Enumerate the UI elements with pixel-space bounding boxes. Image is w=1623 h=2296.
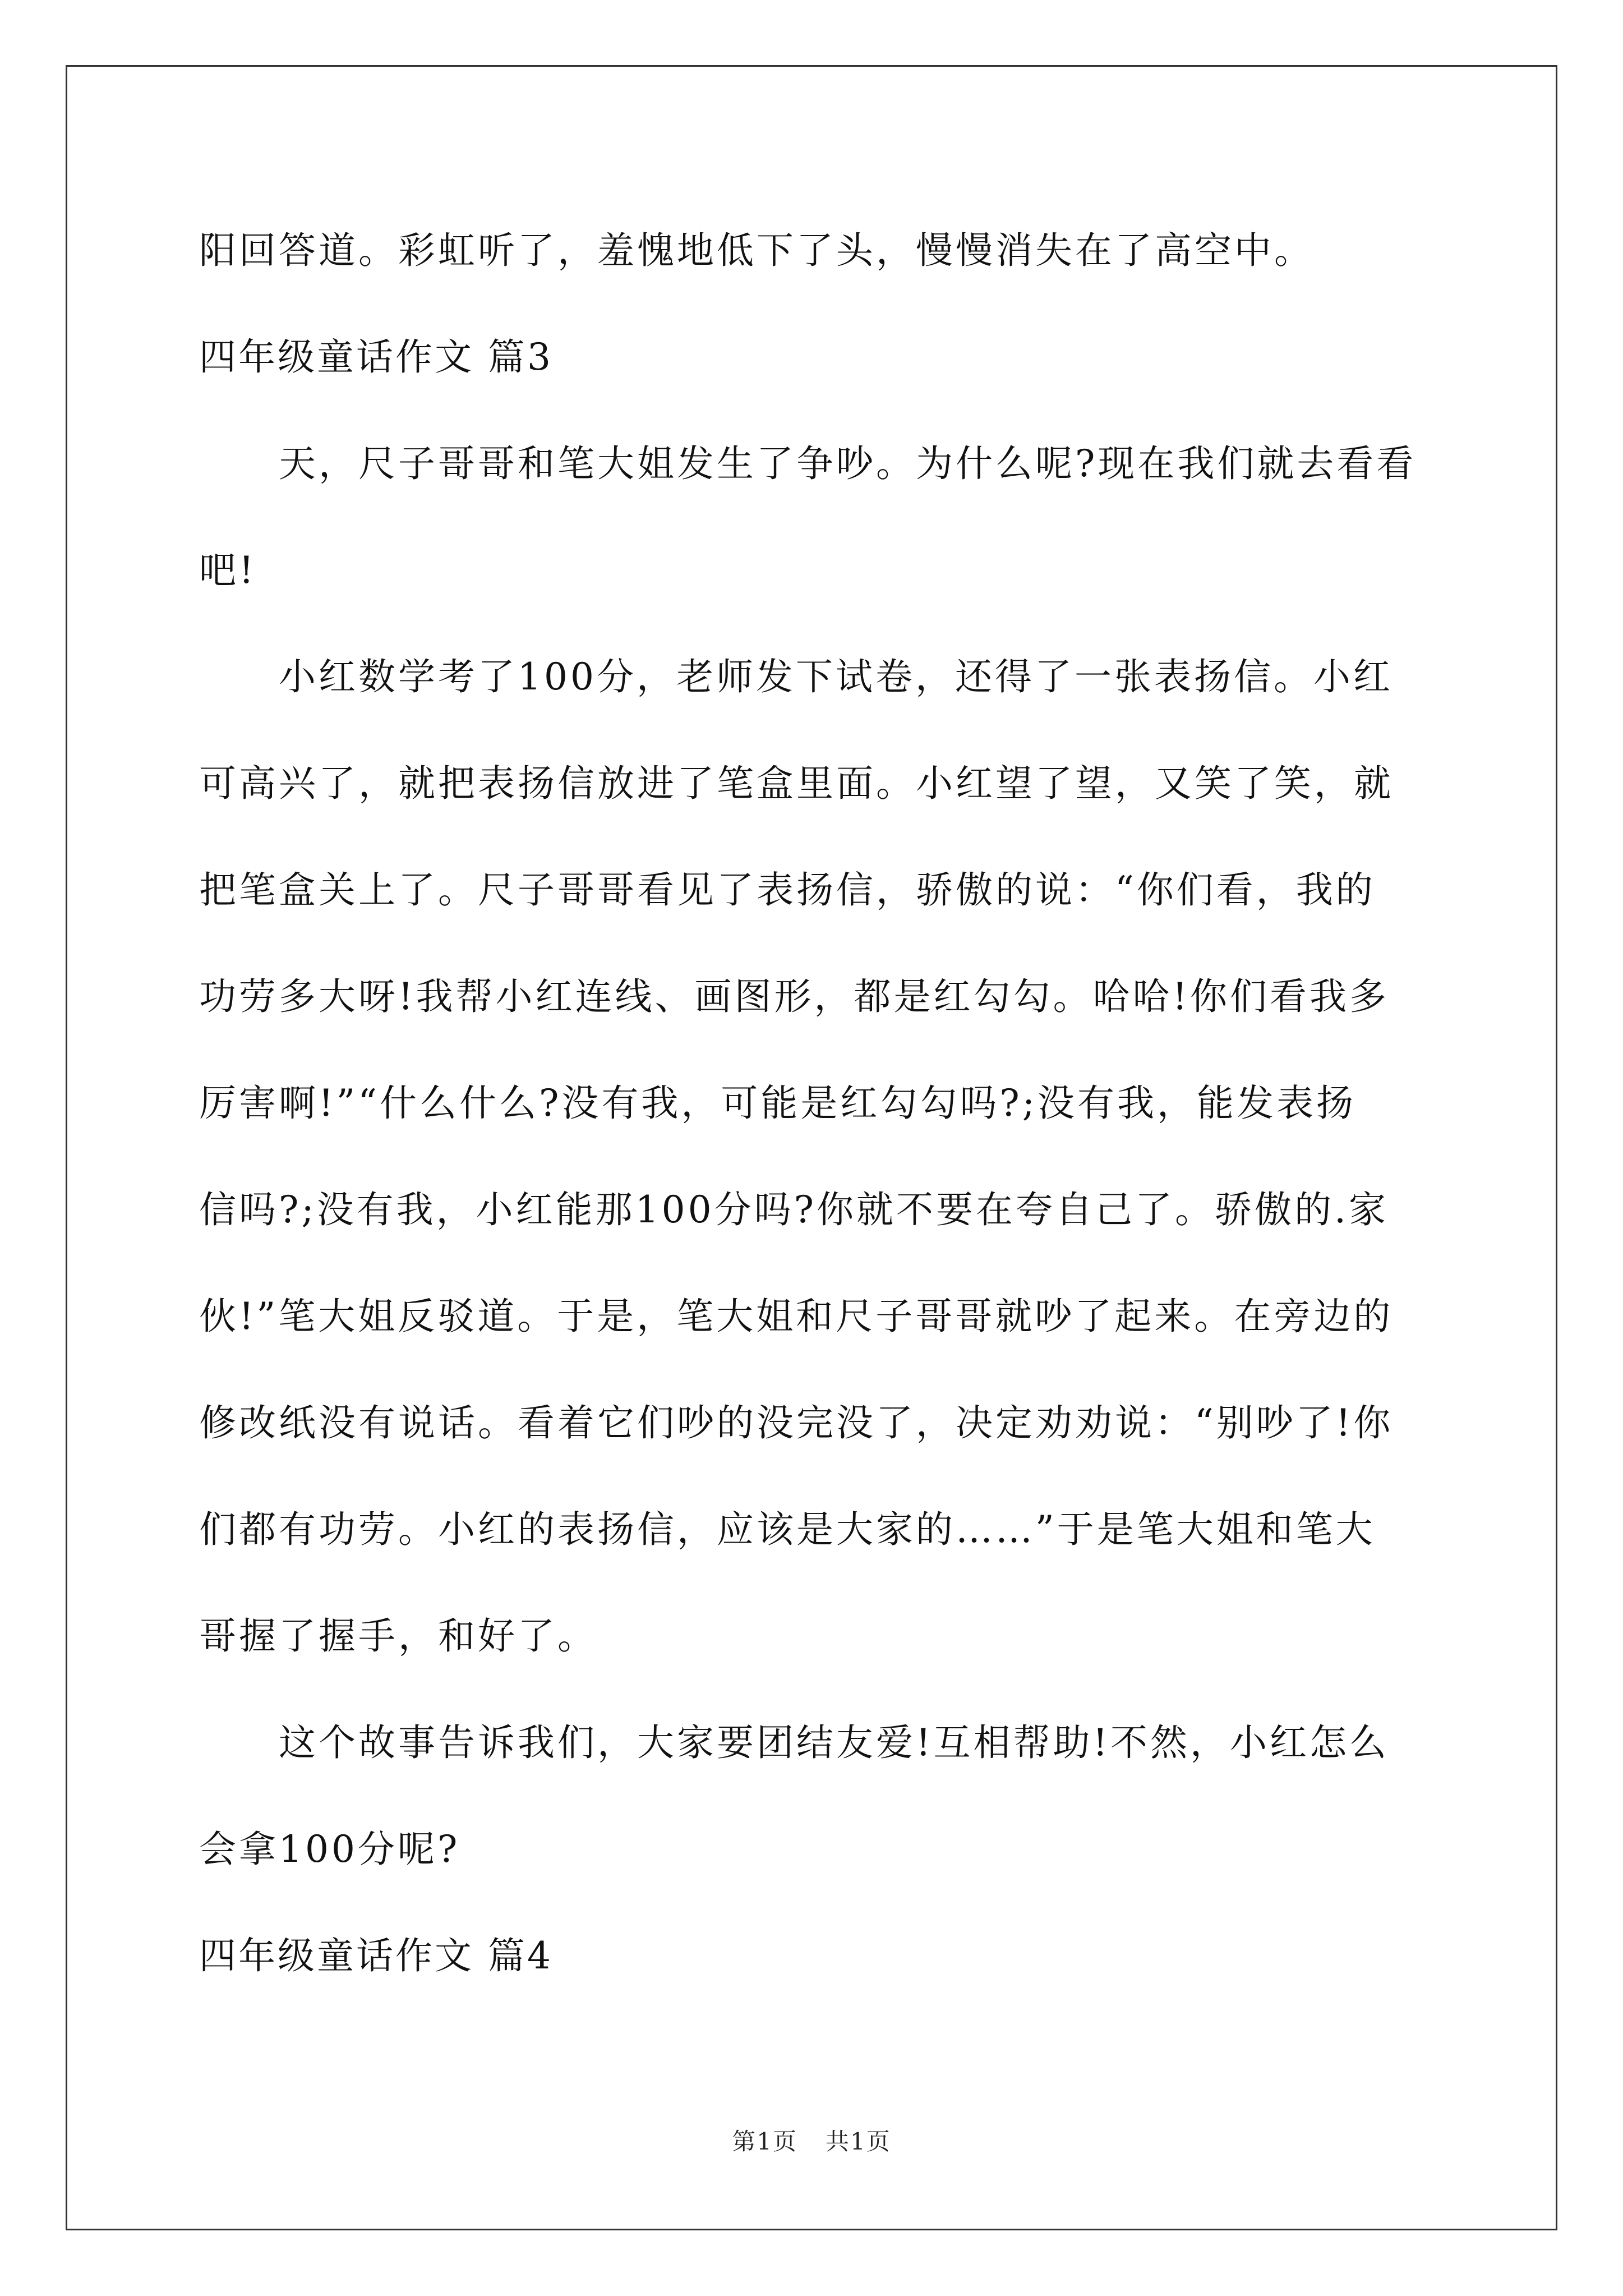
text-line: 阳回答道。彩虹听了，羞愧地低下了头，慢慢消失在了高空中。 [199, 229, 1314, 272]
text-line: 厉害啊!”“什么什么?没有我，可能是红勾勾吗?;没有我，能发表扬 [199, 1082, 1357, 1125]
page-footer [0, 2123, 1623, 2157]
text-line: 可高兴了，就把表扬信放进了笔盒里面。小红望了望，又笑了笑，就 [199, 762, 1394, 805]
page-total: 共1页 [826, 2128, 891, 2155]
text-line: 信吗?;没有我，小红能那100分吗?你就不要在夸自己了。骄傲的.家 [199, 1188, 1389, 1231]
text-line: 哥握了握手，和好了。 [199, 1614, 597, 1658]
text-line: 修改纸没有说话。看着它们吵的没完没了，决定劝劝说：“别吵了!你 [199, 1401, 1394, 1444]
text-line: 功劳多大呀!我帮小红连线、画图形，都是红勾勾。哈哈!你们看我多 [199, 975, 1390, 1018]
text-line: 们都有功劳。小红的表扬信，应该是大家的……”于是笔大姐和笔大 [199, 1508, 1376, 1551]
text-line: 伙!”笔大姐反驳道。于是，笔大姐和尺子哥哥就吵了起来。在旁边的 [199, 1295, 1394, 1338]
text-line: 这个故事告诉我们，大家要团结友爱!互相帮助!不然，小红怎么 [199, 1721, 1390, 1764]
text-line: 会拿100分呢? [199, 1828, 460, 1871]
text-line: 吧! [199, 549, 257, 592]
section-heading: 四年级童话作文 篇3 [199, 335, 553, 379]
text-line: 把笔盒关上了。尺子哥哥看见了表扬信，骄傲的说：“你们看，我的 [199, 868, 1376, 912]
section-heading: 四年级童话作文 篇4 [199, 1934, 553, 1977]
text-line: 小红数学考了100分，老师发下试卷，还得了一张表扬信。小红 [199, 655, 1393, 698]
document-body [199, 209, 1422, 2021]
page-number: 第1页 [732, 2128, 797, 2155]
text-line: 天，尺子哥哥和笔大姐发生了争吵。为什么呢?现在我们就去看看 [199, 442, 1417, 485]
